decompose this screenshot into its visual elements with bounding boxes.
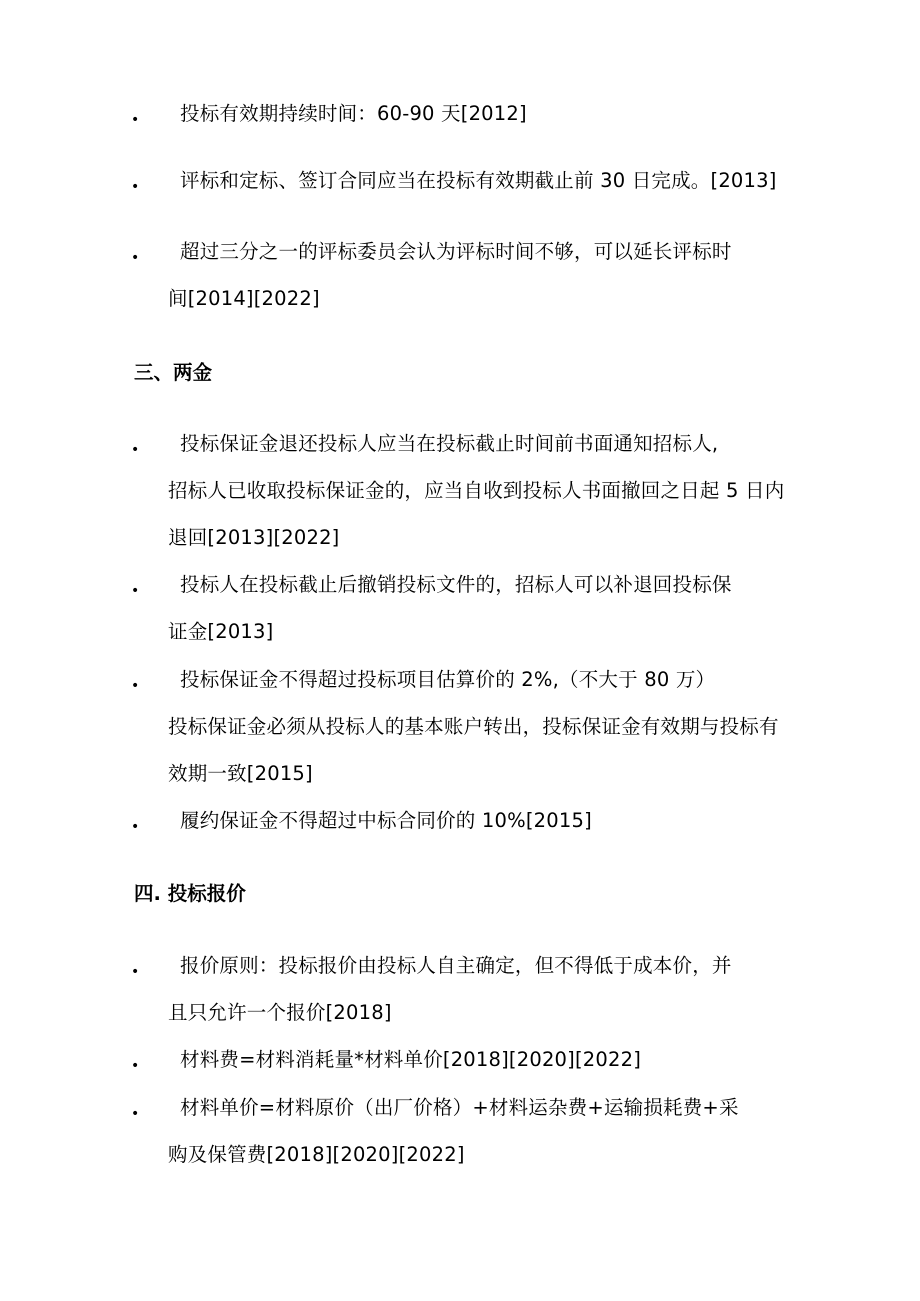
list-item-text: 证金[2013]	[168, 620, 274, 643]
bullet-marker: •	[131, 179, 140, 195]
heading-text: 三、两金	[134, 361, 213, 384]
list-item-text: 投标人在投标截止后撤销投标文件的，招标人可以补退回投标保	[180, 573, 732, 596]
bullet-marker: •	[131, 1106, 140, 1122]
list-item-text: 超过三分之一的评标委员会认为评标时间不够，可以延长评标时	[180, 240, 732, 263]
bullet-marker: •	[131, 819, 140, 835]
heading-text: 四. 投标报价	[134, 882, 246, 905]
list-item-text: 且只允许一个报价[2018]	[168, 1001, 392, 1024]
list-item-text: 间[2014][2022]	[168, 287, 320, 310]
bullet-marker: •	[131, 112, 140, 128]
list-item-text: 履约保证金不得超过中标合同价的 10%[2015]	[180, 809, 592, 832]
bullet-marker: •	[131, 1058, 140, 1074]
list-item-text: 投标保证金不得超过投标项目估算价的 2%,（不大于 80 万）	[180, 668, 716, 691]
list-item-text: 投标有效期持续时间：60-90 天[2012]	[180, 102, 527, 125]
list-item-text: 材料单价=材料原价（出厂价格）+材料运杂费+运输损耗费+采	[180, 1096, 739, 1119]
bullet-marker: •	[131, 250, 140, 266]
list-item-text: 退回[2013][2022]	[168, 526, 340, 549]
bullet-marker: •	[131, 583, 140, 599]
list-item-text: 投标保证金必须从投标人的基本账户转出，投标保证金有效期与投标有	[168, 715, 779, 738]
list-item-text: 报价原则：投标报价由投标人自主确定，但不得低于成本价，并	[180, 954, 732, 977]
list-item-text: 评标和定标、签订合同应当在投标有效期截止前 30 日完成。[2013]	[180, 169, 777, 192]
bullet-marker: •	[131, 442, 140, 458]
list-item-text: 效期一致[2015]	[168, 762, 313, 785]
list-item-text: 材料费=材料消耗量*材料单价[2018][2020][2022]	[180, 1048, 642, 1071]
list-item-text: 购及保管费[2018][2020][2022]	[168, 1143, 465, 1166]
list-item-text: 招标人已收取投标保证金的，应当自收到投标人书面撤回之日起 5 日内	[168, 479, 785, 502]
bullet-marker: •	[131, 964, 140, 980]
bullet-marker: •	[131, 678, 140, 694]
list-item-text: 投标保证金退还投标人应当在投标截止时间前书面通知招标人,	[180, 432, 719, 455]
